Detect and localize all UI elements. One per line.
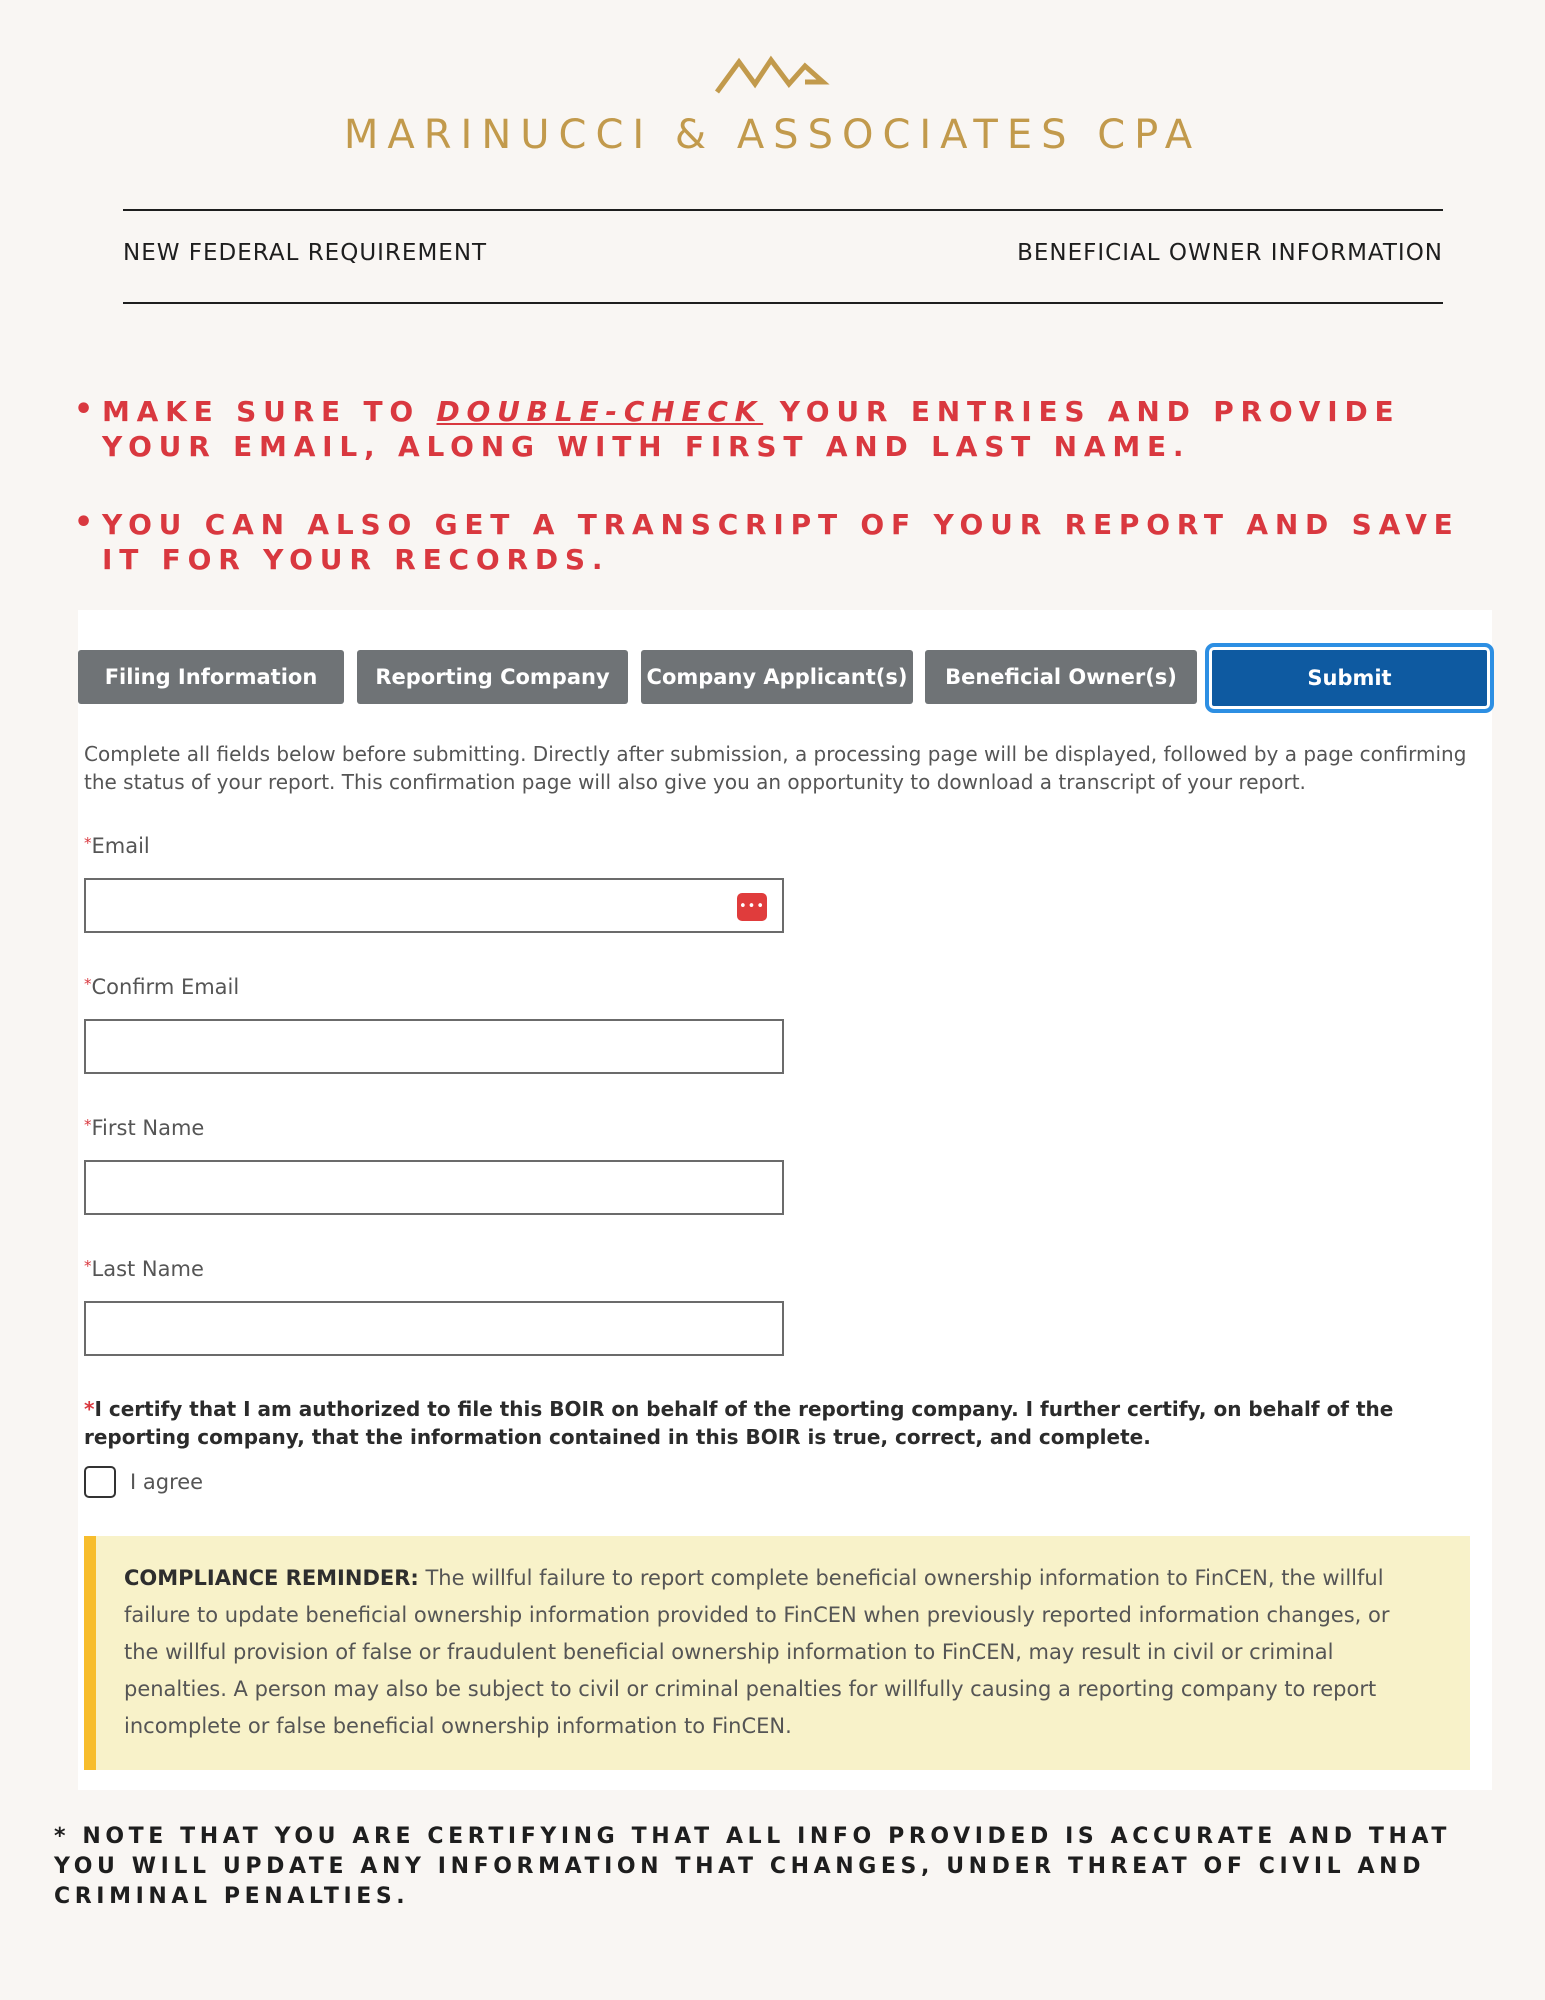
left-subtitle: NEW FEDERAL REQUIREMENT <box>123 240 488 266</box>
reminder-body: The willful failure to report complete beneficial ownership information to FinCEN, the willful failure to update beneficial ownership information provided to FinCEN when previously reported information changes, or the willful provision of false or fraudulent beneficial ownership information to FinCEN, may result in civil or criminal penalties. A person may also be subject to civil or criminal penalties for willfully causing a reporting company to report incomplete or false beneficial ownership information to FinCEN. <box>124 1566 1390 1738</box>
required-marker: * <box>84 1397 95 1421</box>
footer-note: * NOTE THAT YOU ARE CERTIFYING THAT ALL INFO PROVIDED IS ACCURATE AND THAT YOU WILL UPDATE ANY INFORMATION THAT CHANGES, UNDER THREAT OF CIVIL AND CRIMINAL PENALTIES. <box>54 1824 1452 1909</box>
notice-text-continued: YOUR ENTRIES AND PROVIDE YOUR EMAIL, ALONG WITH FIRST AND LAST NAME. <box>102 395 1401 463</box>
bottom-divider <box>123 302 1443 304</box>
last-name-label: *Last Name <box>84 1257 204 1281</box>
notice-text: MAKE SURE TO <box>102 395 437 428</box>
bullet-dot-icon: • <box>74 505 94 540</box>
last-name-input[interactable] <box>84 1301 784 1356</box>
email-label: *Email <box>84 834 150 858</box>
tab-reporting-company[interactable]: Reporting Company <box>357 650 628 704</box>
tab-submit[interactable]: Submit <box>1209 647 1490 709</box>
compliance-reminder <box>84 1536 1470 1770</box>
confirm-email-input[interactable] <box>84 1019 784 1074</box>
reminder-heading: COMPLIANCE REMINDER: <box>124 1566 419 1590</box>
certification-statement: *I certify that I am authorized to file this BOIR on behalf of the reporting company. I further certify, on behalf of the reporting company, that the information contained in this BOIR is true, correct, and complete. <box>84 1397 1394 1449</box>
first-name-label: *First Name <box>84 1116 205 1140</box>
form-intro: Complete all fields below before submitting. Directly after submission, a processing page will be displayed, followed by a page confirming the status of your report. This confirmation page will also give you an opportunity to download a transcript of your report. <box>84 742 1467 794</box>
notice-item-double-check <box>74 394 1494 464</box>
brand-name: MARINUCCI & ASSOCIATES CPA <box>343 112 1202 158</box>
tab-beneficial-owners[interactable]: Beneficial Owner(s) <box>925 650 1197 704</box>
required-marker: * <box>84 834 92 852</box>
first-name-input[interactable] <box>84 1160 784 1215</box>
agree-checkbox[interactable] <box>84 1466 116 1498</box>
notice-emphasis: DOUBLE-CHECK <box>436 395 764 428</box>
tab-filing-information[interactable]: Filing Information <box>78 650 344 704</box>
right-subtitle: BENEFICIAL OWNER INFORMATION <box>1017 240 1443 266</box>
notice-item-transcript <box>74 507 1494 577</box>
bullet-dot-icon: • <box>74 392 94 427</box>
mountain-logo-icon <box>713 52 833 98</box>
tab-company-applicants[interactable]: Company Applicant(s) <box>641 650 913 704</box>
boir-form-panel <box>78 610 1492 1790</box>
notice-text: YOU CAN ALSO GET A TRANSCRIPT OF YOUR REPORT AND SAVE IT FOR YOUR RECORDS. <box>102 508 1460 576</box>
brand-logo <box>0 52 1545 102</box>
top-divider <box>123 209 1443 211</box>
agree-label[interactable]: I agree <box>130 1470 204 1494</box>
password-manager-icon[interactable]: ••• <box>737 893 767 921</box>
confirm-email-label: *Confirm Email <box>84 975 240 999</box>
email-input[interactable] <box>84 878 784 933</box>
required-marker: * <box>84 1257 92 1275</box>
required-marker: * <box>84 1116 92 1134</box>
required-marker: * <box>84 975 92 993</box>
